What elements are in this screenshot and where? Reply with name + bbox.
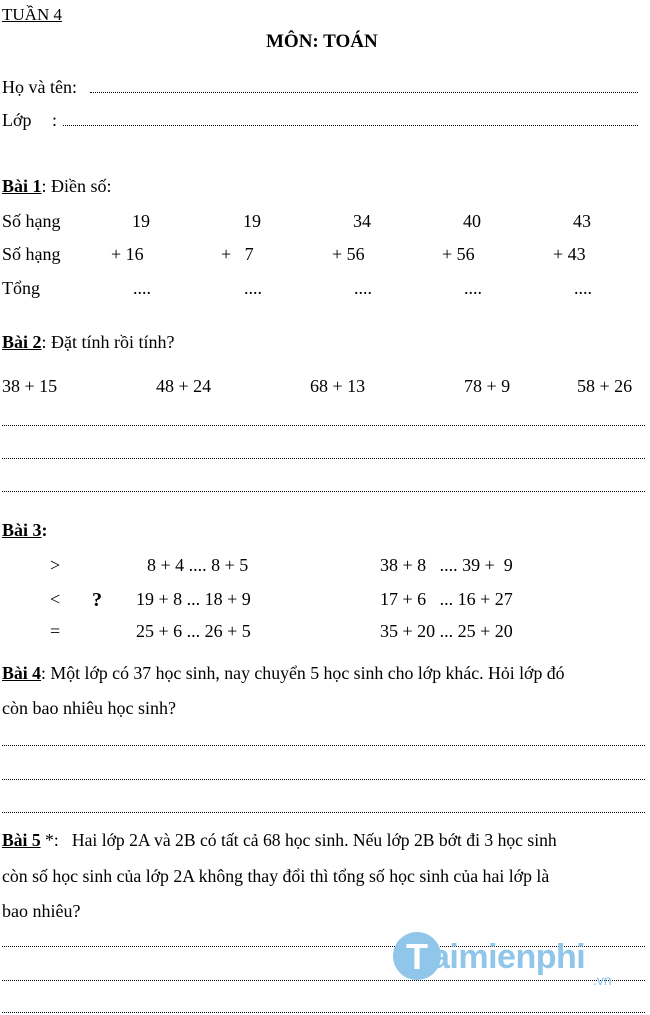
bai3-left-compare: 8 + 4 .... 8 + 5 xyxy=(147,555,249,575)
bai3-heading xyxy=(2,521,48,539)
bai5-title: Bài 5 xyxy=(2,830,41,850)
bai5-text-1: *: Hai lớp 2A và 2B có tất cả 68 học sinh. Nếu lớp 2B bớt đi 3 học sinh xyxy=(40,830,557,850)
bai3-sign-equal: = xyxy=(50,621,61,641)
bai1-addend2-cell: + 56 xyxy=(332,244,365,264)
bai1-addend2-cell: + 43 xyxy=(553,244,586,264)
class-answer-line xyxy=(63,125,638,126)
bai3-sign-less: < xyxy=(50,589,61,609)
bai2-expression: 48 + 24 xyxy=(156,376,212,396)
bai3-right-compare: 38 + 8 .... 39 + 9 xyxy=(380,555,513,575)
bai2-expression: 78 + 9 xyxy=(464,376,511,396)
bai1-instruction: : Điền số: xyxy=(41,176,112,196)
bai5-line-2: còn số học sinh của lớp 2A không thay đổi thì tổng số học sinh của hai lớp là xyxy=(2,866,550,886)
bai3-left-compare: 19 + 8 ... 18 + 9 xyxy=(136,589,251,609)
bai4-text-1: : Một lớp có 37 học sinh, nay chuyển 5 học sinh cho lớp khác. Hỏi lớp đó xyxy=(41,663,565,683)
class-label: Lớp xyxy=(2,110,32,130)
bai3-right-compare: 35 + 20 ... 25 + 20 xyxy=(380,621,513,641)
bai1-row-label-3: Tổng xyxy=(2,278,40,298)
bai1-addend2-cell: + 16 xyxy=(111,244,144,264)
logo-domain: .vn xyxy=(593,972,612,988)
bai4-line-2: còn bao nhiêu học sinh? xyxy=(2,698,176,718)
bai4-answer-line xyxy=(2,745,645,746)
bai3-left-compare: 25 + 6 ... 26 + 5 xyxy=(136,621,251,641)
bai3-colon: : xyxy=(41,520,48,540)
bai5-answer-line xyxy=(2,1012,645,1013)
bai1-addend2-cell: + 56 xyxy=(442,244,475,264)
bai3-question-mark: ? xyxy=(92,589,102,611)
bai4-answer-line xyxy=(2,779,645,780)
bai1-row-label-2: Số hạng xyxy=(2,244,61,264)
taimienphi-logo xyxy=(393,932,650,992)
bai2-heading xyxy=(2,333,175,351)
bai1-sum-blank: .... xyxy=(244,278,262,298)
bai1-sum-blank: .... xyxy=(133,278,151,298)
logo-letter: T xyxy=(406,936,428,977)
bai3-sign-greater: > xyxy=(50,555,61,575)
bai1-sum-blank: .... xyxy=(464,278,482,298)
bai1-row-label-1: Số hạng xyxy=(2,211,61,231)
bai1-addend1-cell: 43 xyxy=(573,211,591,231)
class-colon: : xyxy=(52,110,58,130)
subject-title: MÔN: TOÁN xyxy=(266,31,378,52)
bai4-title: Bài 4 xyxy=(2,663,42,683)
bai1-sum-blank: .... xyxy=(354,278,372,298)
bai4-answer-line xyxy=(2,812,645,813)
bai3-right-compare: 17 + 6 ... 16 + 27 xyxy=(380,589,513,609)
bai1-addend1-cell: 19 xyxy=(243,211,261,231)
bai1-addend1-cell: 34 xyxy=(353,211,371,231)
bai1-addend1-cell: 40 xyxy=(463,211,481,231)
bai1-heading xyxy=(2,177,112,195)
name-label: Họ và tên: xyxy=(2,77,77,97)
bai2-expression: 38 + 15 xyxy=(2,376,58,396)
bai2-work-line xyxy=(2,491,645,492)
bai2-title: Bài 2 xyxy=(2,332,42,352)
bai1-addend1-cell: 19 xyxy=(132,211,150,231)
bai2-instruction: : Đặt tính rồi tính? xyxy=(41,332,175,352)
bai3-title: Bài 3 xyxy=(2,520,42,540)
week-label: TUẦN 4 xyxy=(2,5,62,24)
bai1-title: Bài 1 xyxy=(2,176,42,196)
bai5-line-3: bao nhiêu? xyxy=(2,901,81,921)
logo-wordmark: aimienphi xyxy=(431,938,586,976)
bai2-expression: 68 + 13 xyxy=(310,376,366,396)
bai1-sum-blank: .... xyxy=(574,278,592,298)
name-answer-line xyxy=(90,92,638,93)
bai5-line-1 xyxy=(2,832,557,850)
bai1-addend2-cell: + 7 xyxy=(221,244,254,264)
bai4-line-1 xyxy=(2,665,565,683)
bai2-expression: 58 + 26 xyxy=(577,376,633,396)
bai2-work-line xyxy=(2,458,645,459)
bai2-work-line xyxy=(2,425,645,426)
